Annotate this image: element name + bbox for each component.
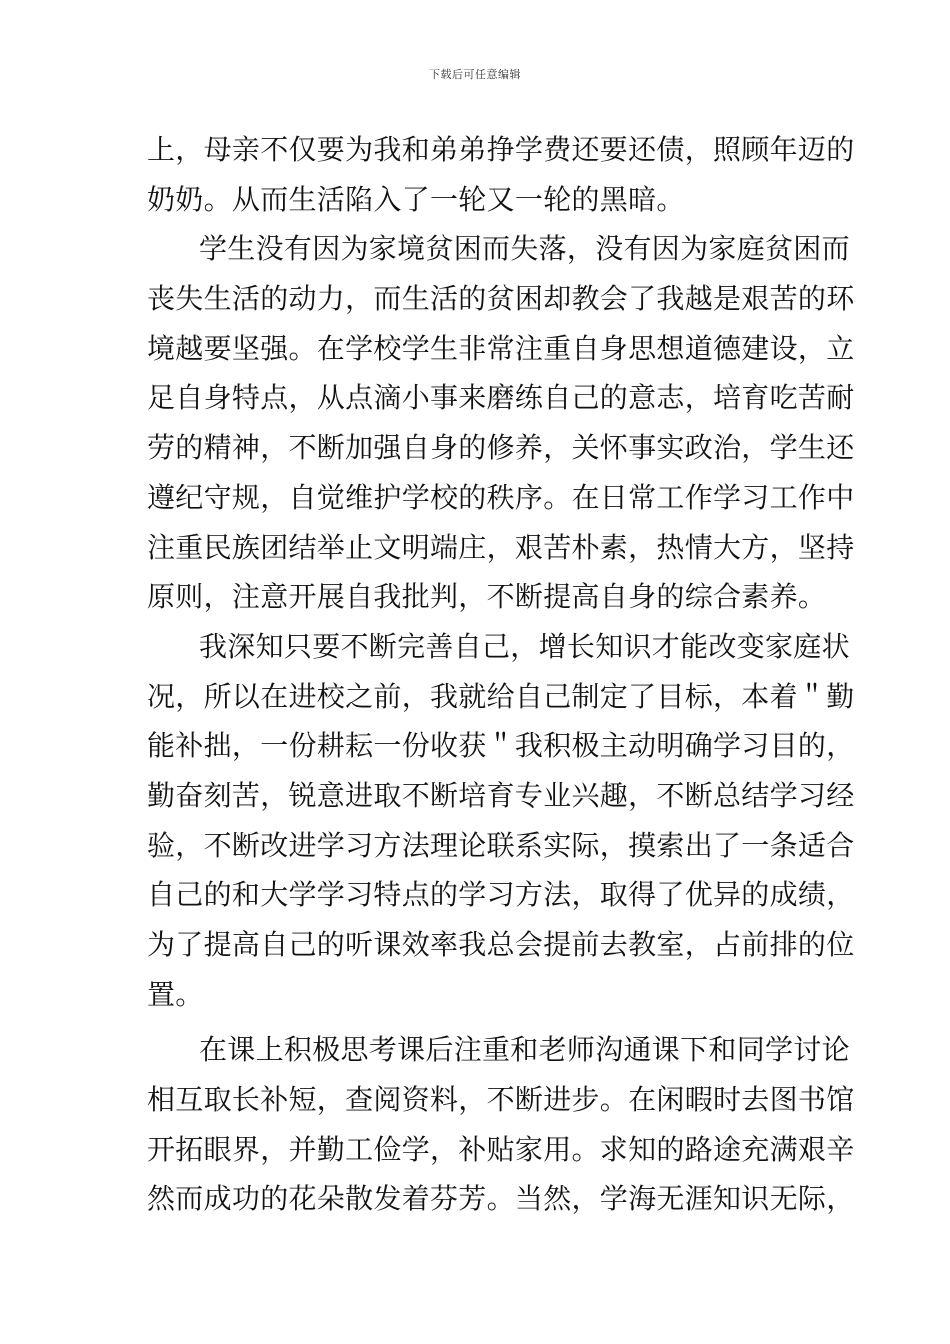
text-line: 相互取长补短，查阅资料，不断进步。在闲暇时去图书馆 xyxy=(147,1083,855,1117)
text-line: 勤奋刻苦，锐意进取不断培育专业兴趣，不断总结学习经 xyxy=(147,778,855,812)
text-line: 上，母亲不仅要为我和弟弟挣学费还要还债，照顾年迈的 xyxy=(147,133,855,166)
text-line: 自己的和大学学习特点的学习方法，取得了优异的成绩， xyxy=(147,878,855,912)
text-line: 验，不断改进学习方法理论联系实际，摸索出了一条适合 xyxy=(147,828,855,862)
document-body xyxy=(147,125,855,1224)
paragraph-1 xyxy=(147,125,855,224)
paragraph-4 xyxy=(147,1025,855,1224)
text-line: 然而成功的花朵散发着芬芳。当然，学海无涯知识无际， xyxy=(147,1182,855,1216)
text-line: 原则，注意开展自我批判，不断提高自身的综合素养。 xyxy=(147,580,827,614)
text-line: 注重民族团结举止文明端庄，艰苦朴素，热情大方，坚持 xyxy=(147,530,855,564)
text-line: 丧失生活的动力，而生活的贫困却教会了我越是艰苦的环 xyxy=(147,282,855,316)
paragraph-3 xyxy=(147,622,855,1020)
paragraph-2 xyxy=(147,224,855,622)
header-note: 下载后可任意编辑 xyxy=(429,68,521,81)
text-line: 奶奶。从而生活陷入了一轮又一轮的黑暗。 xyxy=(147,182,685,216)
text-line: 为了提高自己的听课效率我总会提前去教室，占前排的位 xyxy=(147,928,855,961)
text-line: 遵纪守规，自觉维护学校的秩序。在日常工作学习工作中 xyxy=(147,480,855,514)
text-line: 况，所以在进校之前，我就给自己制定了目标，本着＂勤 xyxy=(147,679,855,713)
text-line: 开拓眼界，并勤工俭学，补贴家用。求知的路途充满艰辛 xyxy=(147,1132,855,1166)
text-line: 足自身特点，从点滴小事来磨练自己的意志，培育吃苦耐 xyxy=(147,381,855,415)
text-line: 我深知只要不断完善自己，增长知识才能改变家庭状 xyxy=(199,629,850,663)
text-line: 在课上积极思考课后注重和老师沟通课下和同学讨论 xyxy=(199,1033,850,1067)
text-line: 劳的精神，不断加强自身的修养，关怀事实政治，学生还 xyxy=(147,431,855,465)
text-line: 置。 xyxy=(147,977,204,1011)
text-line: 学生没有因为家境贫困而失落，没有因为家庭贫困而 xyxy=(199,232,850,266)
text-line: 境越要坚强。在学校学生非常注重自身思想道德建设，立 xyxy=(147,331,855,365)
text-line: 能补拙，一份耕耘一份收获＂我积极主动明确学习目的， xyxy=(147,729,855,763)
